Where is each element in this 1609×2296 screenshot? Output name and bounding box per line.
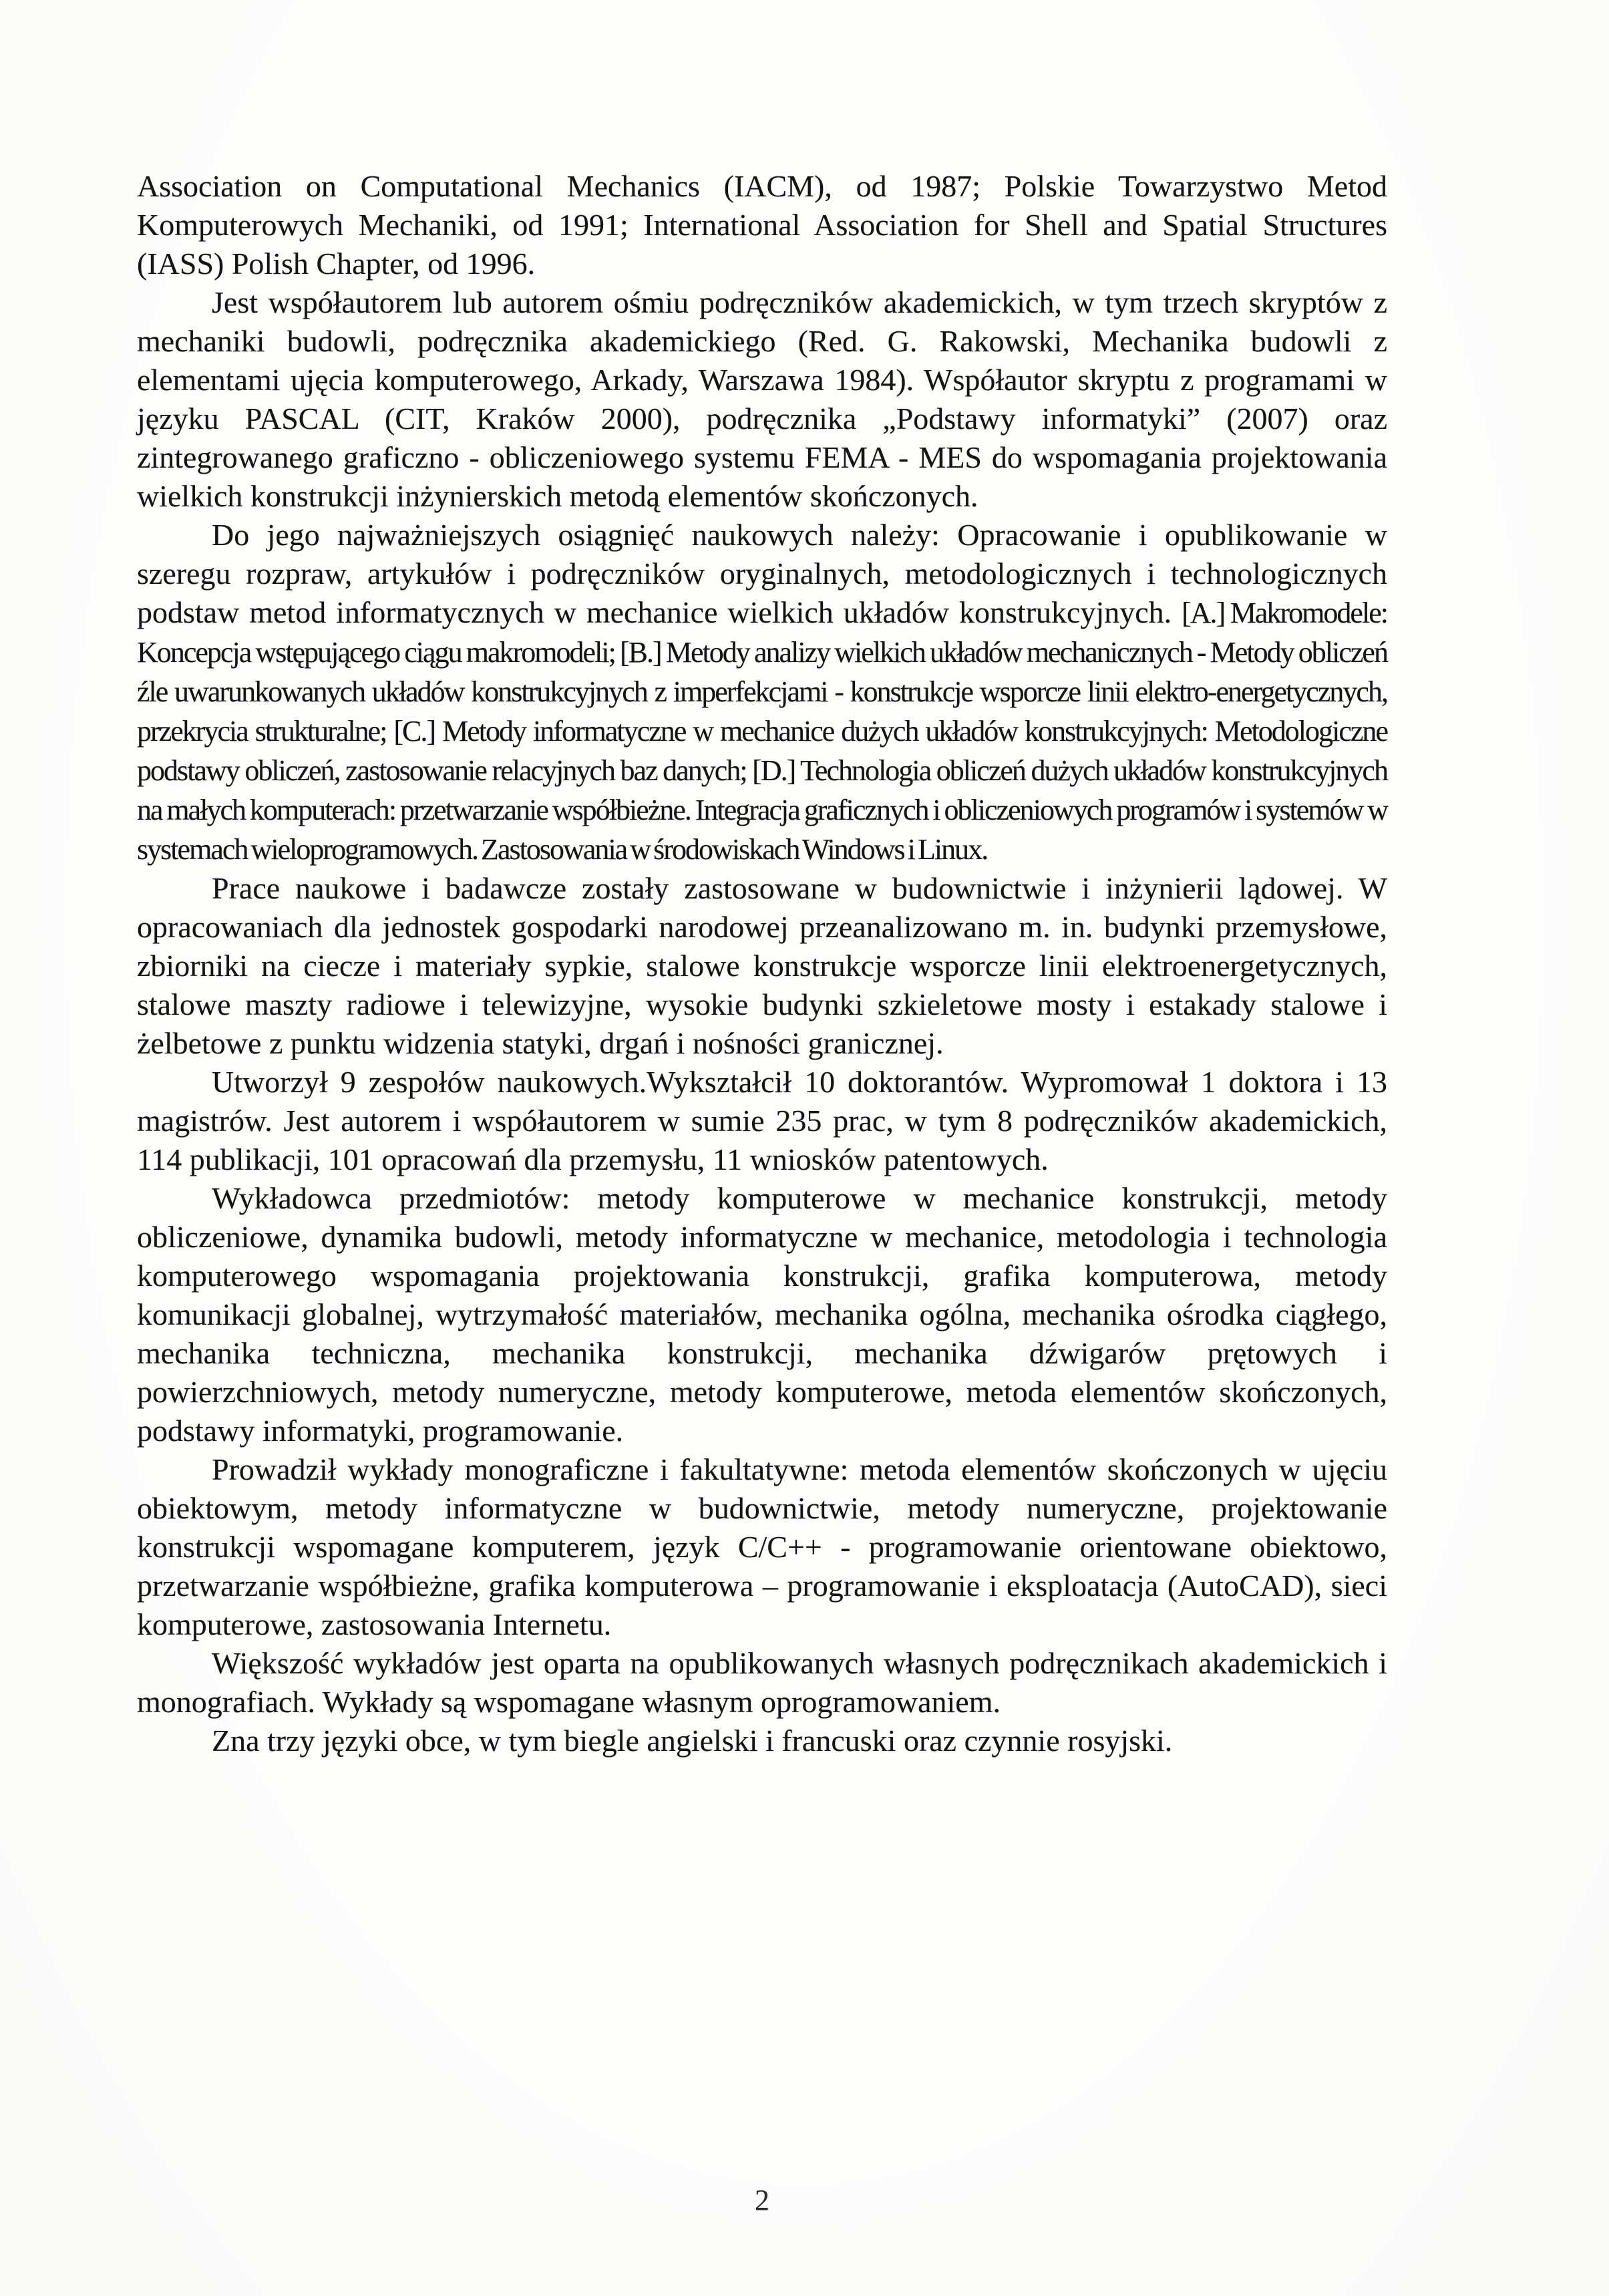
paragraph	[137, 869, 1387, 1063]
paragraph	[137, 1644, 1387, 1721]
paragraph	[137, 1179, 1387, 1450]
text-run: Jest współautorem lub autorem ośmiu podręczników akademickich, w tym trzech skryptów z mechaniki budowli, podręcznika akademickiego (Red. G. Rakowski, Mechanika budowli z elementami ujęcia komputerowego, Arkady, Warszawa 1984). Współautor skryptu z programami w języku PASCAL (CIT, Kraków 2000), podręcznika „Podstawy informatyki” (2007) oraz zintegrowanego graficzno - obliczeniowego systemu FEMA - MES do wspomagania projektowania wielkich konstrukcji inżynierskich metodą elementów skończonych.	[137, 285, 1387, 513]
body-text	[137, 167, 1387, 1760]
paragraph	[137, 283, 1387, 516]
text-run: Wykładowca przedmiotów: metody komputerowe w mechanice konstrukcji, metody obliczeniowe, dynamika budowli, metody informatyczne w mechanice, metodologia i technologia komputerowego wspomagania projektowania konstrukcji, grafika komputerowa, metody komunikacji globalnej, wytrzymałość materiałów, mechanika ogólna, mechanika ośrodka ciągłego, mechanika techniczna, mechanika konstrukcji, mechanika dźwigarów prętowych i powierzchniowych, metody numeryczne, metody komputerowe, metoda elementów skończonych, podstawy informatyki, programowanie.	[137, 1181, 1387, 1448]
page-number: 2	[755, 2184, 769, 2217]
paragraph	[137, 516, 1387, 869]
text-run: Prace naukowe i badawcze zostały zastosowane w budownictwie i inżynierii lądowej. W opracowaniach dla jednostek gospodarki narodowej przeanalizowano m. in. budynki przemysłowe, zbiorniki na ciecze i materiały sypkie, stalowe konstrukcje wsporcze linii elektroenergetycznych, stalowe maszty radiowe i telewizyjne, wysokie budynki szkieletowe mosty i estakady stalowe i żelbetowe z punktu widzenia statyki, drgań i nośności granicznej.	[137, 871, 1387, 1060]
text-run: Association on Computational Mechanics (IACM), od 1987; Polskie Towarzystwo Metod Komputerowych Mechaniki, od 1991; International Association for Shell and Spatial Structures (IASS) Polish Chapter, od 1996.	[137, 169, 1387, 281]
paragraph	[137, 1063, 1387, 1179]
text-run: Prowadził wykłady monograficzne i fakultatywne: metoda elementów skończonych w ujęciu obiektowym, metody informatyczne w budownictwie, metody numeryczne, projektowanie konstrukcji wspomagane komputerem, język C/C++ - programowanie orientowane obiektowo, przetwarzanie współbieżne, grafika komputerowa – programowanie i eksploatacja (AutoCAD), sieci komputerowe, zastosowania Internetu.	[137, 1452, 1387, 1641]
paragraph	[137, 1450, 1387, 1644]
paragraph	[137, 1721, 1387, 1760]
text-run: Większość wykładów jest oparta na opublikowanych własnych podręcznikach akademickich i monografiach. Wykłady są wspomagane własnym oprogramowaniem.	[137, 1646, 1387, 1719]
text-run: Do jego najważniejszych osiągnięć naukowych należy: Opracowanie i opublikowanie w szeregu rozpraw, artykułów i podręczników oryginalnych, metodologicznych i technologicznych podstaw metod informatycznych w mechanice wielkich układów konstrukcyjnych.	[137, 518, 1387, 629]
text-run: Zna trzy języki obce, w tym biegle angielski i francuski oraz czynnie rosyjski.	[212, 1724, 1173, 1758]
text-run: Utworzył 9 zespołów naukowych.Wykształcił 10 doktorantów. Wypromował 1 doktora i 13 magistrów. Jest autorem i współautorem w sumie 235 prac, w tym 8 podręczników akademickich, 114 publikacji, 101 opracowań dla przemysłu, 11 wniosków patentowych.	[137, 1065, 1387, 1176]
paragraph	[137, 167, 1387, 283]
text-run: [A.] Makromodele: Koncepcja wstępującego ciągu makromodeli; [B.] Metody analizy wielkich układów mechanicznych - Metody obliczeń źle uwarunkowanych układów konstrukcyjnych z imperfekcjami - konstrukcje wsporcze linii elektro-energetycznych, przekrycia strukturalne; [C.] Metody informatyczne w mechanice dużych układów konstrukcyjnych: Metodologiczne podstawy obliczeń, zastosowanie relacyjnych baz danych; [D.] Technologia obliczeń dużych układów konstrukcyjnych na małych komputerach: przetwarzanie współbieżne. Integracja graficznych i obliczeniowych programów i systemów w systemach wieloprogramowych. Zastosowania w środowiskach Windows i Linux.	[137, 597, 1388, 866]
